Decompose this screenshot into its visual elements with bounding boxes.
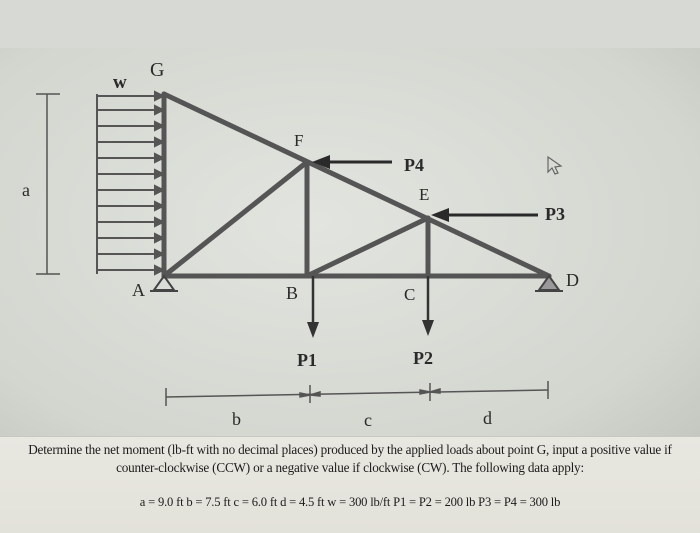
problem-statement <box>0 436 700 533</box>
label-A: A <box>132 280 145 300</box>
label-c: c <box>364 410 372 430</box>
label-D: D <box>566 270 579 290</box>
figure-background <box>0 48 700 484</box>
label-b: b <box>232 409 241 429</box>
problem-data-line: a = 9.0 ft b = 7.5 ft c = 6.0 ft d = 4.5 ft w = 300 lb/ft P1 = P2 = 200 lb P3 = P4 = 300 lb <box>139 495 561 509</box>
label-d: d <box>483 408 492 428</box>
label-P2: P2 <box>413 348 433 368</box>
label-P1: P1 <box>297 350 317 370</box>
label-E: E <box>419 185 430 204</box>
label-G: G <box>150 59 165 81</box>
label-P4: P4 <box>404 155 424 175</box>
label-C: C <box>404 285 416 304</box>
label-a: a <box>22 180 30 200</box>
label-w: w <box>113 72 127 93</box>
label-P3: P3 <box>545 204 565 224</box>
problem-text: Determine the net moment (lb-ft with no decimal places) produced by the applied loads about point G, input a positive value if counter-clockwise (CCW) or a negative value if clockwise (CW). The following data apply: <box>28 442 672 475</box>
label-B: B <box>286 283 299 303</box>
label-F: F <box>294 131 304 150</box>
